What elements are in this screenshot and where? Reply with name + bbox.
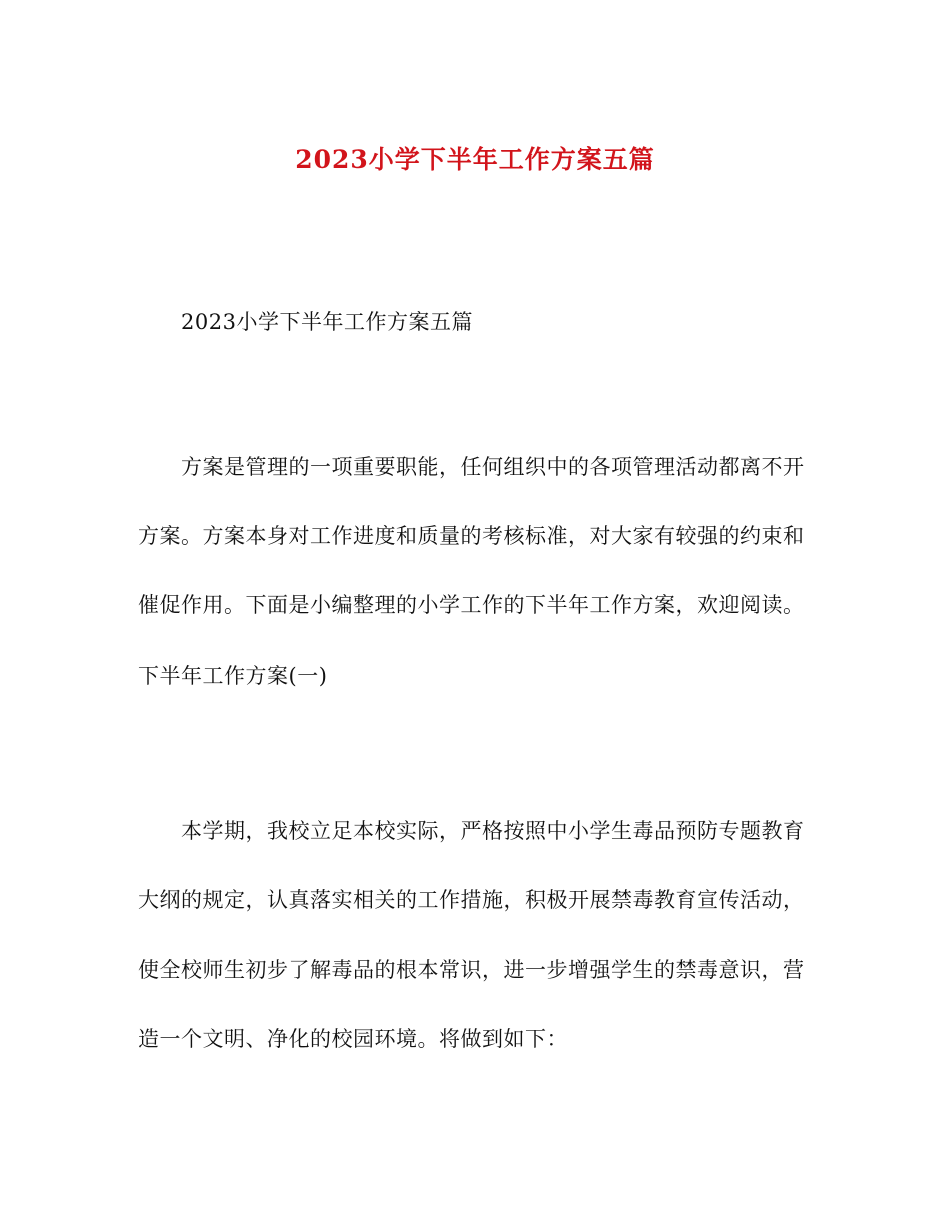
intro-line: 方案是管理的一项重要职能，任何组织中的各项管理活动都离不开	[181, 455, 805, 479]
body-line: 使全校师生初步了解毒品的根本常识，进一步增强学生的禁毒意识，营	[138, 958, 805, 982]
intro-line: 方案。方案本身对工作进度和质量的考核标准，对大家有较强的约束和	[138, 524, 805, 548]
body-line: 大纲的规定，认真落实相关的工作措施，积极开展禁毒教育宣传活动，	[138, 888, 805, 912]
section-heading: 下半年工作方案(一)	[138, 664, 328, 688]
intro-line: 催促作用。下面是小编整理的小学工作的下半年工作方案，欢迎阅读。	[138, 593, 805, 617]
document-title: 2023小学下半年工作方案五篇	[295, 145, 655, 174]
body-line: 造一个文明、净化的校园环境。将做到如下：	[138, 1027, 568, 1051]
body-line: 本学期，我校立足本校实际，严格按照中小学生毒品预防专题教育	[181, 819, 805, 843]
document-subtitle: 2023小学下半年工作方案五篇	[181, 310, 473, 334]
